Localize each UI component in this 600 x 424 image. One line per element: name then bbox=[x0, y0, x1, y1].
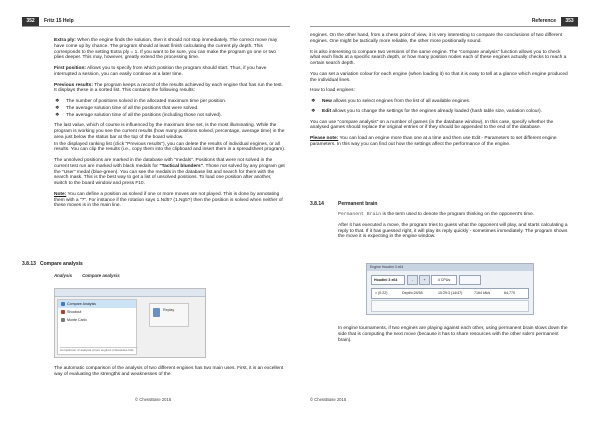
para-previous-results: Previous results: The program keeps a record of the results achieved by each engine that has run the test. It displays these in a sorted list. This contains the following results: bbox=[54, 82, 283, 94]
increase-lines-button[interactable]: + bbox=[419, 275, 430, 285]
engine-name-field[interactable]: Houdini 3 x64 bbox=[371, 275, 405, 285]
engine-tablebase: 64,770 bbox=[504, 291, 515, 295]
para-after-move: After it has executed a move, the program tries to guess what the opponent will play, and starts calculating a reply to that. If it has guessed right, it will play its reply quickly - sometimes immediately. The program shows the move it is expecting in the engine window. bbox=[338, 222, 568, 240]
breadcrumb bbox=[54, 273, 130, 278]
left-body bbox=[54, 38, 286, 214]
left-body-bottom bbox=[54, 366, 286, 383]
right-page bbox=[300, 0, 600, 424]
section-number: 3.8.14 bbox=[310, 201, 324, 207]
para-last-value: The last value, which of course is influenced by the maximum time set, is the most illuminating. While the program is working you see the current results (how many positions solved, percentage, average time) in the area just below the status bar at the top of the board window. bbox=[54, 123, 285, 140]
list-item: ❖ The average solution time of all the positions that were solved. bbox=[55, 104, 199, 111]
bullet-icon: ❖ bbox=[55, 111, 60, 118]
left-header bbox=[22, 17, 290, 27]
para-extra-ply: Extra ply: When the engine finds the solution, then it should not stop immediately. The correct move may have come up by chance. The program should at least finish calculating the current ply depth. This corresponds to the setting Extra ply = 1. If you want to be sure, you can make the program go one or two plies deeper. This may, however, greatly extend the processing time. bbox=[54, 38, 278, 61]
cpu-selector[interactable]: 4 CPUs bbox=[431, 275, 457, 285]
section-permanent-brain bbox=[310, 201, 580, 207]
para-games: You can use "compare analysis" on a number of games (in the database window). In this case, specify whether the analysed games should replace the original entries or if they should be appended to the end of the database. bbox=[310, 119, 554, 131]
status-text: Comparison of analysis of two engines (chessbase lab) bbox=[60, 347, 138, 352]
breadcrumb-analysis[interactable]: Analysis bbox=[54, 273, 73, 278]
replay-icon bbox=[153, 308, 160, 317]
left-footer: © ChessBase 2015 bbox=[135, 397, 172, 402]
breadcrumb-compare-analysis[interactable]: Compare analysis bbox=[82, 273, 120, 278]
bullet-icon: ❖ bbox=[55, 104, 60, 111]
menu-item-monte-carlo[interactable]: Monte Carlo bbox=[58, 316, 136, 324]
left-header-title: Fritz 15 Help bbox=[44, 18, 74, 24]
para-engines: engines. On the other hand, from a chess point of view, it is very interesting to compare the conclusions of two different engines. One might be tactically more reliable, the other more positionally sound. bbox=[310, 33, 563, 44]
replay-button[interactable]: Replay bbox=[149, 303, 189, 327]
list-item: ❖ The average solution time of all the positions (including those not solved). bbox=[55, 111, 222, 118]
right-body bbox=[310, 33, 569, 153]
engine-window-screenshot bbox=[366, 263, 534, 315]
section-compare-analysis bbox=[22, 261, 282, 267]
menu-item-compare-analysis[interactable]: Compare Analysis bbox=[58, 300, 136, 308]
engine-analysis-pane bbox=[371, 300, 529, 312]
list-item: ❖ New allows you to select engines from the list of all available engines. bbox=[311, 98, 471, 104]
section-number: 3.8.13 bbox=[22, 261, 36, 267]
term-first-position: First position: bbox=[54, 66, 86, 71]
list-item: ❖ Edit allows you to change the settings for the engines already loaded (hash table size, variation colour). bbox=[311, 107, 542, 114]
shootout-icon bbox=[61, 310, 65, 314]
right-header bbox=[310, 17, 578, 27]
para-please-note: Please note: You can load an engine more than one at a time and then use Edit - Parameters to set different engine parameters. In this way you can find out how the settings affect the performance of the engine. bbox=[310, 136, 557, 147]
left-page-number: 352 bbox=[22, 17, 39, 26]
engine-speed: 7164 kN/s bbox=[474, 291, 491, 295]
para-unsolved: The unsolved positions are marked in the database with "medals". Positions that were not solved in the current test run are marked with black medals for "Tactical blunders". Those not solved by any program get the "User" medal (blue-green). You can see the medals in the database list and search for them with the search mask. This is the best way to get a list of unsolved positions. To load one position after another, switch to the board window and press F10. bbox=[54, 158, 285, 186]
compare-analysis-screenshot bbox=[54, 288, 206, 358]
ribbon-bar bbox=[55, 289, 205, 297]
term-permanent-brain: Permanent Brain bbox=[338, 212, 382, 217]
list-item: ❖ The number of positions solved in the allocated maximum time per position. bbox=[55, 98, 227, 104]
section-title: Permanent brain bbox=[338, 201, 378, 207]
bullet-icon: ❖ bbox=[311, 98, 316, 104]
right-page-number: 353 bbox=[561, 17, 578, 26]
engine-options-button[interactable] bbox=[459, 275, 481, 285]
para-how-to-load: How to load engines: bbox=[310, 88, 355, 94]
right-footer: © ChessBase 2015 bbox=[310, 397, 347, 402]
engine-depth: Depth=24/55 bbox=[402, 291, 423, 295]
decrease-lines-button[interactable]: - bbox=[407, 275, 418, 285]
para-displayed-ranking: In the displayed ranking list (click "Previous results"), you can delete the results of individual engines, or all results. You can clip the results (i.e., copy them into the clipboard and insert them in a spreadsheet program). bbox=[54, 141, 286, 153]
term-extra-ply: Extra ply: bbox=[54, 38, 76, 43]
para-automatic: The automatic comparison of the analysis of two different engines has two main uses. First, it is an excellent way of evaluating the strengths and weaknesses of the bbox=[54, 366, 284, 377]
right-body-3 bbox=[338, 326, 570, 348]
engine-score: = (0.22) bbox=[375, 291, 388, 295]
para-tournaments: In engine tournaments, if two engines are playing against each other, using permanent brain slows down the side that is computing the next move (because it has to share resources with the other side's permanent brain). bbox=[338, 326, 568, 343]
bullet-icon: ❖ bbox=[311, 107, 316, 114]
right-body-2 bbox=[338, 212, 570, 245]
para-permanent-brain: Permanent Brain is the term used to denote the program thinking on the opponent's time. bbox=[338, 212, 535, 217]
para-first-position: First position: Allows you to specify from which position the program should start. Thus, if you have interrupted a session, you can easily continue at a later time. bbox=[54, 66, 267, 77]
term-previous-results: Previous results: bbox=[54, 82, 93, 88]
engine-window-title: Engine Houdini 3 x64 bbox=[367, 264, 533, 271]
para-variation-colour: You can set a variation colour for each engine (when loading it) so that it is easy to tell at a glance which engine produced the individual lines. bbox=[310, 71, 568, 83]
bullet-icon: ❖ bbox=[55, 98, 60, 104]
load-engines-list bbox=[310, 99, 569, 115]
section-title: Compare analysis bbox=[40, 261, 83, 267]
para-note: Note: You can define a position as solved if one or more moves are not played. This is done by annotating them with a "?". For instance if the rotation says 1.Nd5? (1.Ng5?) then the position is solved when neither of these moves is in the main line. bbox=[54, 191, 283, 209]
monte-carlo-icon bbox=[61, 318, 65, 322]
compare-analysis-icon bbox=[61, 302, 65, 306]
para-interesting: It is also interesting to compare two versions of the same engine. The "compare analysis" function allows you to check what each finds at a specific search depth, or how many position nodes each of these engines actually checks to reach a certain search depth. bbox=[310, 49, 567, 66]
analysis-menu-list bbox=[57, 299, 137, 355]
results-list bbox=[54, 99, 286, 118]
engine-time: 10:29:3 (14/47) bbox=[438, 291, 463, 295]
right-header-title: Reference bbox=[531, 18, 556, 24]
engine-info-line bbox=[371, 288, 529, 299]
menu-item-shootout[interactable]: Shootout bbox=[58, 308, 136, 316]
